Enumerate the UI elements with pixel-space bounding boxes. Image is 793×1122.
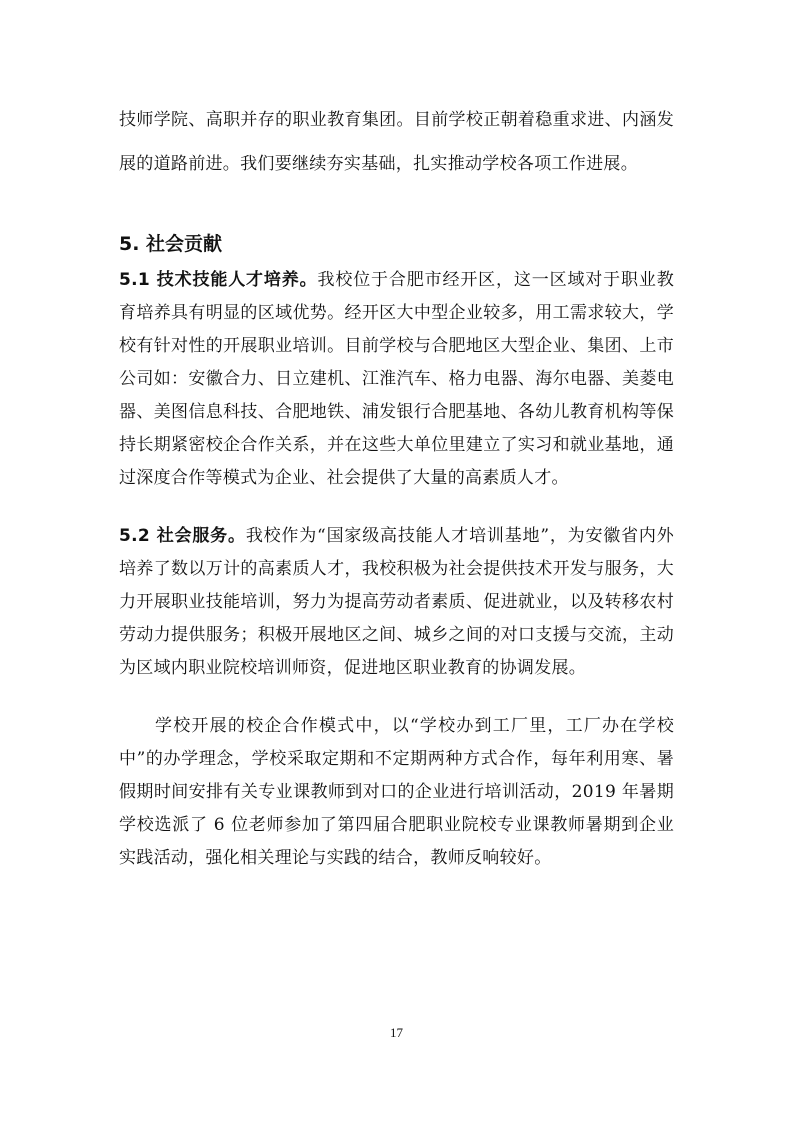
paragraph-school-enterprise [119, 710, 674, 875]
paragraph-text: 我校位于合肥市经开区，这一区域对于职业教育培养具有明显的区域优势。经开区大中型企业较多，用工需求较大，学校有针对性的开展职业培训。目前学校与合肥地区大型企业、集团、上市公司如：安徽合力、日立建机、江淮汽车、格力电器、海尔电器、美菱电器、美图信息科技、合肥地铁、浦发银行合肥基地、各幼儿教育机构等保持长期紧密校企合作关系，并在这些大单位里建立了实习和就业基地，通过深度合作等模式为企业、社会提供了大量的高素质人才。 [119, 270, 675, 488]
paragraph-lead: 5.1 技术技能人才培养。 [119, 270, 318, 290]
paragraph-talent-training [119, 264, 674, 495]
paragraph-social-service [119, 520, 674, 685]
section-heading: 5. 社会贡献 [119, 233, 223, 255]
page-number: 17 [390, 1025, 403, 1040]
paragraph-text: 我校作为“国家级高技能人才培训基地”，为安徽省内外培养了数以万计的高素质人才，我校积极为社会提供技术开发与服务，大力开展职业技能培训，努力为提高劳动者素质、促进就业，以及转移农村劳动力提供服务；积极开展地区之间、城乡之间的对口支援与交流，主动为区域内职业院校培训师资，促进地区职业教育的协调发展。 [119, 526, 674, 678]
continuation-paragraph: 技师学院、高职并存的职业教育集团。目前学校正朝着稳重求进、内涵发展的道路前进。我们要继续夯实基础，扎实推动学校各项工作进展。 [119, 110, 674, 174]
paragraph-text: 学校开展的校企合作模式中，以“学校办到工厂里，工厂办在学校中”的办学理念，学校采取定期和不定期两种方式合作，每年利用寒、暑假期时间安排有关专业课教师到对口的企业进行培训活动，2019 年暑期学校选派了 6 位老师参加了第四届合肥职业院校专业课教师暑期到企业实践活动，强化相关理论与实践的结合，教师反响较好。 [119, 716, 674, 868]
paragraph-lead: 5.2 社会服务。 [119, 526, 246, 546]
